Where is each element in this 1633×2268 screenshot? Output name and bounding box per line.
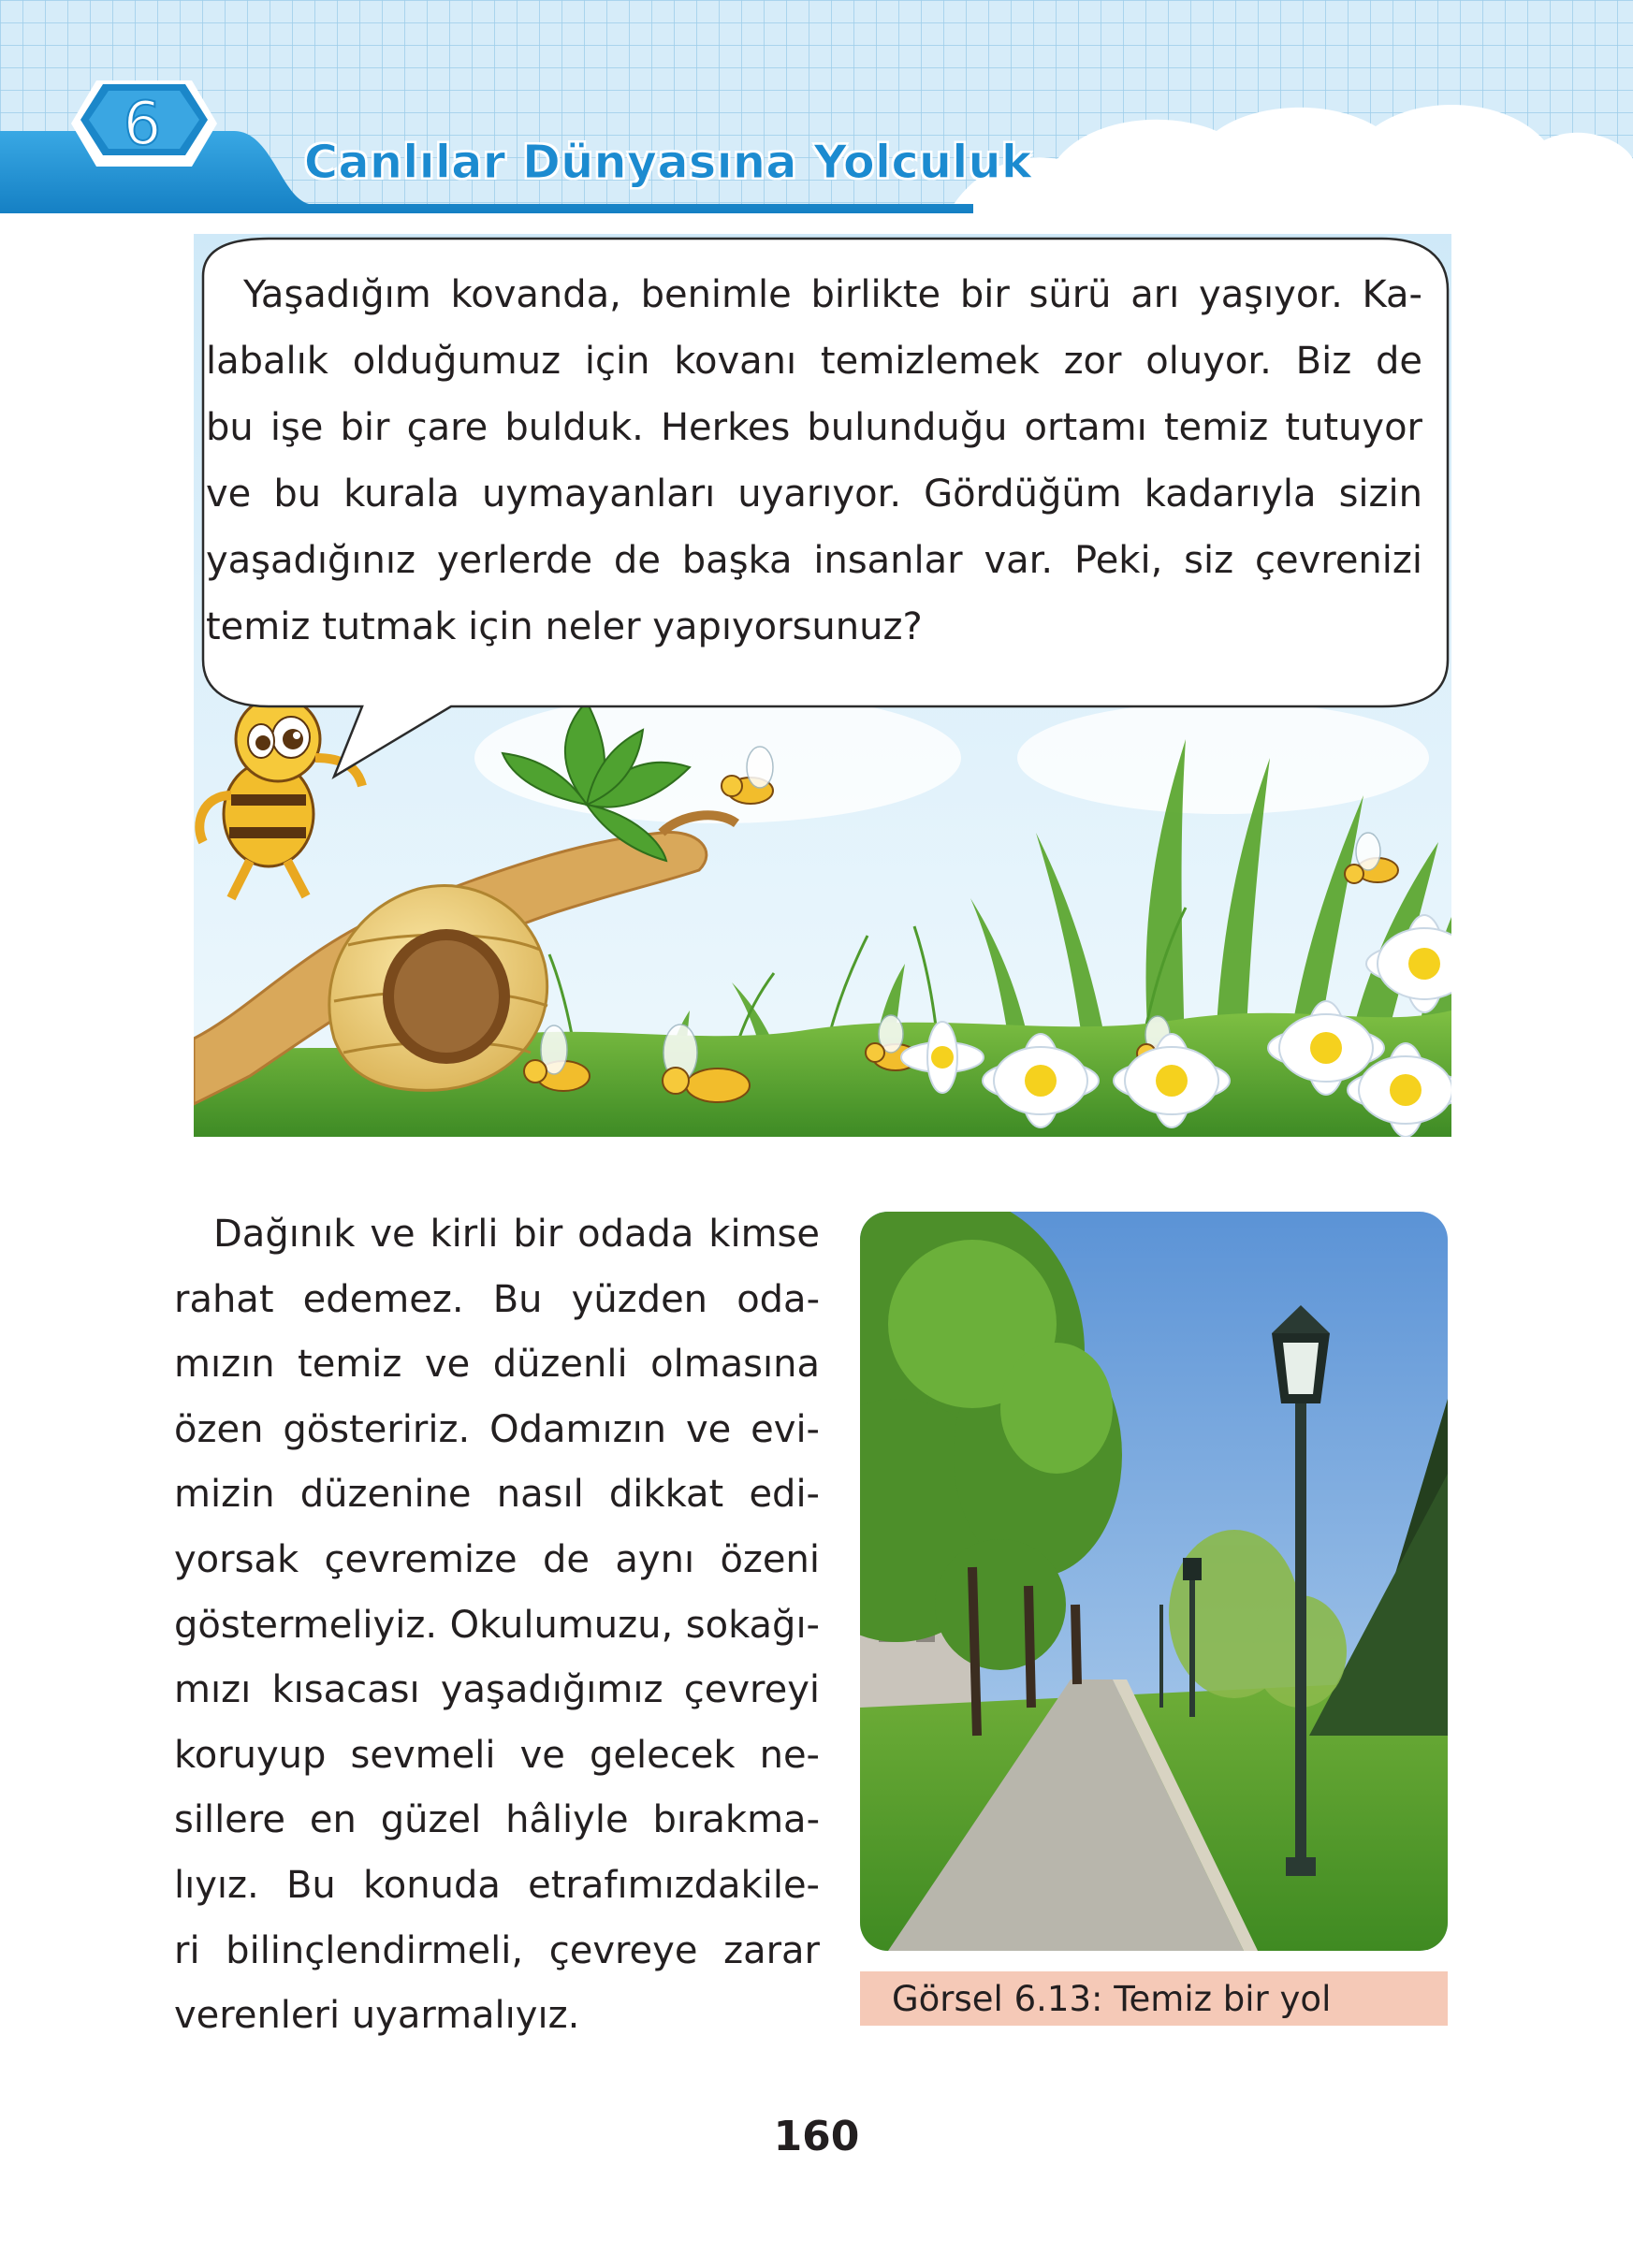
body-line: yorsak çevremize de aynı özeni	[174, 1537, 820, 1581]
body-line: verenleri uyarmalıyız.	[174, 1994, 580, 2038]
body-line: göstermeliyiz. Okulumuzu, sokağı-	[174, 1603, 820, 1647]
clean-road-photo	[860, 1212, 1448, 1951]
speech-line: yaşadığınız yerlerde de başka insanlar var. Peki, siz çevrenizi	[206, 539, 1422, 582]
speech-line: Yaşadığım kovanda, benimle birlikte bir sürü arı yaşıyor. Ka-	[243, 273, 1422, 316]
body-line: mizin düzenine nasıl dikkat edi-	[174, 1473, 820, 1517]
body-line: mızın temiz ve düzenli olmasına	[174, 1343, 820, 1387]
chapter-header	[0, 0, 1633, 220]
speech-bubble-text	[206, 262, 1422, 661]
body-line: Dağınık ve kirli bir odada kimse	[213, 1213, 820, 1256]
body-line: ri bilinçlendirmeli, çevreye zarar	[174, 1928, 820, 1972]
chapter-title: Canlılar Dünyasına Yolculuk	[304, 136, 1033, 189]
body-line: mızı kısacası yaşadığımız çevreyi	[174, 1668, 820, 1712]
figure-caption	[860, 1971, 1448, 2026]
speech-line: temiz tutmak için neler yapıyorsunuz?	[206, 605, 923, 648]
body-line: koruyup sevmeli ve gelecek ne-	[174, 1733, 820, 1777]
body-line: özen gösteririz. Odamızın ve evi-	[174, 1407, 820, 1451]
body-line: sillere en güzel hâliyle bırakma-	[174, 1798, 820, 1842]
page-number: 160	[773, 2113, 860, 2160]
park-path-image	[860, 1212, 1448, 1951]
speech-line: labalık olduğumuz için kovanı temizlemek zor oluyor. Biz de	[206, 340, 1422, 383]
speech-line: ve bu kurala uymayanları uyarıyor. Gördüğüm kadarıyla sizin	[206, 472, 1422, 516]
speech-line: bu işe bir çare bulduk. Herkes bulunduğu ortamı temiz tutuyor	[206, 406, 1422, 449]
body-line: rahat edemez. Bu yüzden oda-	[174, 1277, 820, 1321]
figure-caption-text: Görsel 6.13: Temiz bir yol	[892, 1979, 1332, 2019]
body-paragraph	[174, 1202, 820, 2049]
body-line: lıyız. Bu konuda etrafımızdakile-	[174, 1863, 820, 1907]
chapter-number: 6	[123, 90, 162, 159]
